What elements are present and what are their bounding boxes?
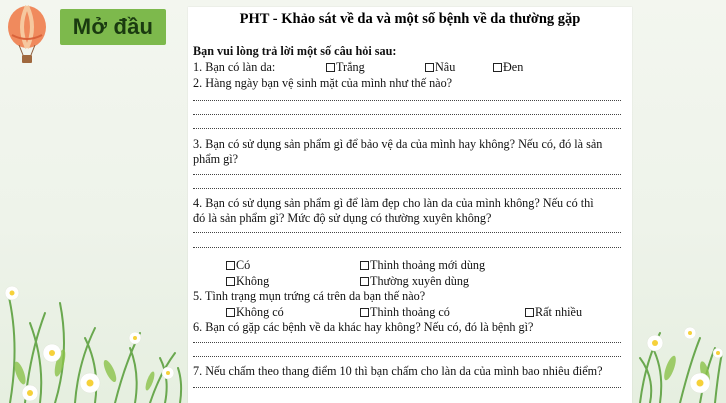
q4-option-khong[interactable]: Không	[226, 274, 269, 288]
slide-title-box	[60, 9, 166, 45]
answer-line[interactable]	[193, 356, 621, 357]
question-7: 7. Nếu chấm theo thang điểm 10 thì bạn chấm cho làn da của mình bao nhiêu điểm?	[193, 364, 603, 378]
checkbox-icon	[226, 277, 235, 286]
answer-line[interactable]	[193, 174, 621, 175]
checkbox-icon	[226, 308, 235, 317]
slide-title: Mở đầu	[72, 14, 154, 39]
question-3-line2: phẩm gì?	[193, 152, 239, 166]
checkbox-icon	[226, 261, 235, 270]
answer-line[interactable]	[193, 114, 621, 115]
q4-option-thuong-xuyen[interactable]: Thường xuyên dùng	[360, 274, 469, 288]
question-2: 2. Hàng ngày bạn vệ sinh mặt của mình như thế nào?	[193, 76, 453, 90]
hot-air-balloon-icon	[4, 5, 50, 65]
checkbox-icon	[525, 308, 534, 317]
answer-line[interactable]	[193, 247, 621, 248]
answer-line[interactable]	[193, 342, 621, 343]
answer-line[interactable]	[193, 387, 621, 388]
answer-line[interactable]	[193, 128, 621, 129]
checkbox-icon	[425, 63, 434, 72]
q5-option-rat-nhieu[interactable]: Rất nhiều	[525, 305, 582, 319]
answer-line[interactable]	[193, 188, 621, 189]
q1-option-den[interactable]: Đen	[493, 60, 523, 74]
question-6: 6. Bạn có gặp các bệnh về da khác hay không? Nếu có, đó là bệnh gì?	[193, 320, 534, 334]
q4-option-thinh-thoang[interactable]: Thỉnh thoảng mới dùng	[360, 258, 485, 272]
question-5: 5. Tình trạng mụn trứng cá trên da bạn thế nào?	[193, 289, 426, 303]
worksheet-document	[188, 7, 632, 403]
question-4-line2: đó là sản phẩm gì? Mức độ sử dụng có thường xuyên không?	[193, 211, 492, 225]
checkbox-icon	[493, 63, 502, 72]
document-title: PHT - Khảo sát về da và một số bệnh về da thường gặp	[239, 11, 581, 27]
checkbox-icon	[360, 308, 369, 317]
q4-option-co[interactable]: Có	[226, 258, 250, 272]
question-3-line1: 3. Bạn có sử dụng sản phẩm gì để bảo vệ da của mình hay không? Nếu có, đó là sản	[193, 137, 603, 151]
checkbox-icon	[360, 277, 369, 286]
question-4-line1: 4. Bạn có sử dụng sản phẩm gì để làm đẹp cho làn da của mình không? Nếu có thì	[193, 196, 594, 210]
q1-option-nau[interactable]: Nâu	[425, 60, 455, 74]
checkbox-icon	[360, 261, 369, 270]
q5-option-thinh-thoang[interactable]: Thỉnh thoảng có	[360, 305, 450, 319]
q5-option-khong-co[interactable]: Không có	[226, 305, 284, 319]
checkbox-icon	[326, 63, 335, 72]
question-1: 1. Bạn có làn da:	[193, 60, 276, 74]
intro-text: Bạn vui lòng trả lời một số câu hỏi sau:	[193, 44, 397, 58]
answer-line[interactable]	[193, 100, 621, 101]
answer-line[interactable]	[193, 232, 621, 233]
q1-option-trang[interactable]: Trắng	[326, 60, 365, 74]
